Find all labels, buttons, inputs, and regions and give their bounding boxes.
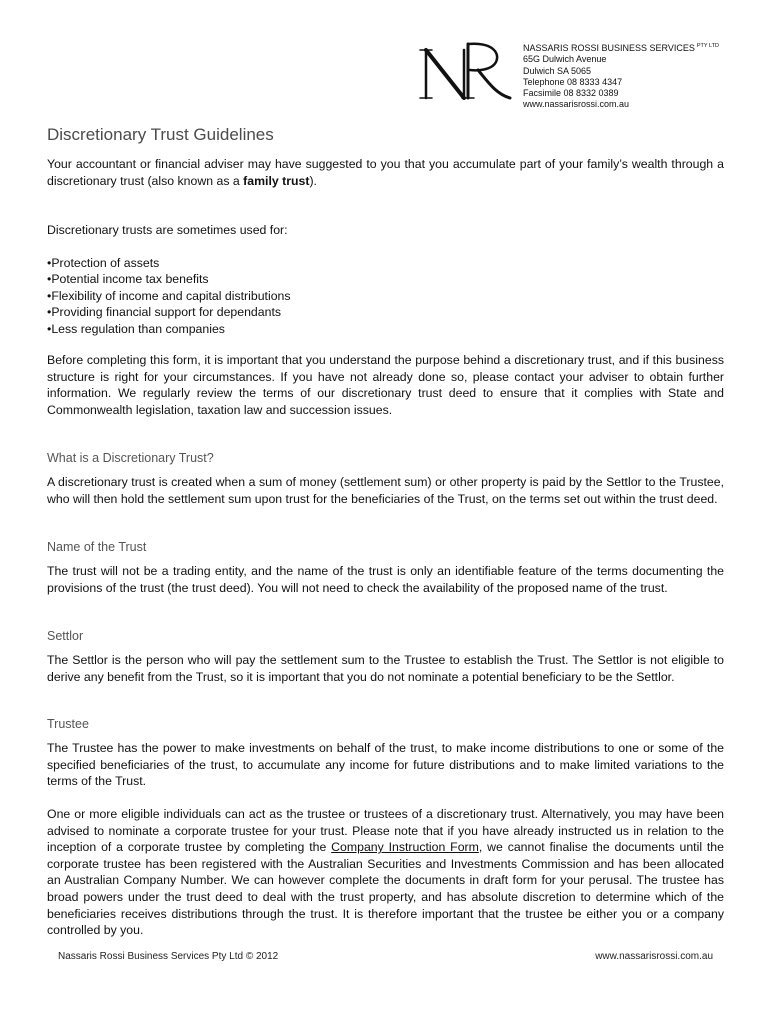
list-item: • Less regulation than companies — [47, 321, 291, 337]
company-suffix: PTY LTD — [696, 43, 719, 49]
family-trust-term: family trust — [243, 173, 310, 188]
section-heading-what-is: What is a Discretionary Trust? — [47, 451, 214, 465]
list-item: • Potential income tax benefits — [47, 271, 291, 287]
facsimile: Facsimile 08 8332 0389 — [523, 88, 619, 99]
page-title: Discretionary Trust Guidelines — [47, 125, 274, 144]
what-is-paragraph: A discretionary trust is created when a sum of money (settlement sum) or other property is paid by the Settlor to the Trustee, who will then hold the settlement sum upon trust for the beneficiaries of the Trust, on the terms set out within the trust deed. — [47, 475, 724, 506]
address-line-1: 65G Dulwich Avenue — [523, 54, 607, 65]
company-logo — [418, 40, 518, 102]
section-heading-settlor: Settlor — [47, 629, 84, 643]
settlor-paragraph: The Settlor is the person who will pay the settlement sum to the Trustee to establish the Trust. The Settlor is not eligible to derive any benefit from the Trust, so it is important that you do not nominate a potential beneficiary to be the Settlor. — [47, 653, 724, 684]
telephone: Telephone 08 8333 4347 — [523, 76, 623, 87]
section-heading-trustee: Trustee — [47, 717, 89, 731]
name-paragraph: The trust will not be a trading entity, and the name of the trust is only an identifiable feature of the terms documenting the provisions of the trust (the trust deed). You will not need to check the availability of the proposed name of the trust. — [47, 564, 724, 595]
address-line-2: Dulwich SA 5065 — [523, 65, 592, 76]
footer-copyright: Nassaris Rossi Business Services Pty Ltd © 2012 — [58, 951, 279, 962]
company-name: NASSARIS ROSSI BUSINESS SERVICES — [523, 43, 695, 53]
list-item: • Flexibility of income and capital distributions — [47, 288, 291, 304]
uses-list — [47, 255, 291, 337]
company-details — [523, 41, 719, 111]
trustee-paragraph-2: One or more eligible individuals can act as the trustee or trustees of a discretionary trust. Alternatively, you may have been advised to nominate a corporate trustee for your trust. Please note that if you have already instructed us in relation to the inception of a corporate trustee by completing the Company Instruction Form, we cannot finalise the documents until the corporate trustee has been registered with the Australian Securities and Investments Commission and has been allocated an Australian Company Number. We can however complete the documents in draft form for your perusal. The trustee has broad powers under the trust deed to deal with the trust property, and has absolute discretion to determine which of the beneficiaries receives distributions through the trust. It is therefore important that the trustee be either you or a company controlled by you. — [47, 807, 724, 938]
footer-website: www.nassarisrossi.com.au — [595, 951, 713, 962]
uses-intro: Discretionary trusts are sometimes used for: — [47, 223, 288, 237]
trustee-paragraph-1: The Trustee has the power to make investments on behalf of the trust, to make income distributions to one or some of the specified beneficiaries of the trust, to accumulate any income for future distributions and to make limited variations to the terms of the Trust. — [47, 741, 724, 789]
list-item: • Protection of assets — [47, 255, 291, 271]
section-heading-name: Name of the Trust — [47, 540, 147, 554]
before-completing-paragraph: Before completing this form, it is important that you understand the purpose behind a discretionary trust, and if this business structure is right for your circumstances. If you have not already done so, please contact your adviser to obtain further information. We regularly review the terms of our discretionary trust deed to ensure that it complies with State and Commonwealth legislation, taxation law and succession issues. — [47, 353, 724, 417]
list-item: • Providing financial support for dependants — [47, 304, 291, 320]
intro-paragraph: Your accountant or financial adviser may have suggested to you that you accumulate part of your family’s wealth through a discretionary trust (also known as a family trust). — [47, 157, 724, 188]
website: www.nassarisrossi.com.au — [523, 99, 630, 110]
company-instruction-form-link[interactable]: Company Instruction Form — [331, 840, 479, 855]
